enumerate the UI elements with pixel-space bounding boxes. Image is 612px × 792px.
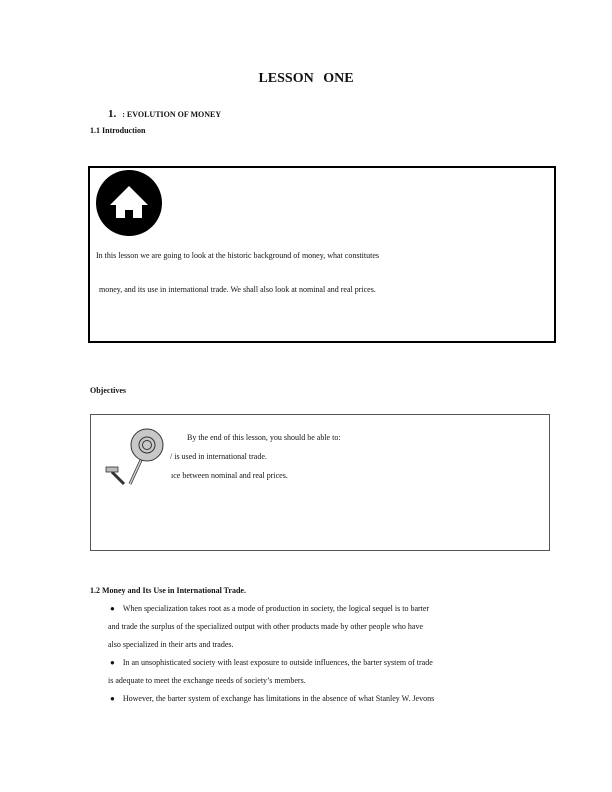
objectives-heading: Objectives <box>90 386 126 395</box>
home-icon <box>96 170 162 236</box>
section-heading <box>108 108 221 120</box>
objective-item: / is used in international trade. <box>170 452 267 461</box>
section-number: 1. <box>108 108 117 120</box>
bullet-line: is adequate to meet the exchange needs of society’s members. <box>108 676 306 685</box>
objective-item: ıce between nominal and real prices. <box>171 471 288 480</box>
intro-line: In this lesson we are going to look at the historic background of money, what constitutes <box>96 251 379 260</box>
page-title: LESSON ONE <box>258 71 354 86</box>
bullet-line: also specialized in their arts and trades. <box>108 640 234 649</box>
money-heading: 1.2 Money and Its Use in International Trade. <box>90 586 246 595</box>
bullet-line: and trade the surplus of the specialized output with other products made by other people who have <box>108 622 424 631</box>
section-title: : EVOLUTION OF MONEY <box>122 110 222 119</box>
bullet-item: ● When specialization takes root as a mode of production in society, the logical sequel is to barter <box>110 604 430 613</box>
bullet-icon: ● <box>110 658 115 667</box>
intro-heading: 1.1 Introduction <box>90 126 146 135</box>
bullet-item: ● In an unsophisticated society with least exposure to outside influences, the barter system of trade <box>110 658 433 667</box>
bullet-icon: ● <box>110 694 115 703</box>
bullet-icon: ● <box>110 604 115 613</box>
intro-line: money, and its use in international trade. We shall also look at nominal and real prices. <box>99 285 376 294</box>
objectives-lead: By the end of this lesson, you should be able to: <box>187 433 341 442</box>
bullet-item: ● However, the barter system of exchange has limitations in the absence of what Stanley W. Jevons <box>110 694 435 703</box>
